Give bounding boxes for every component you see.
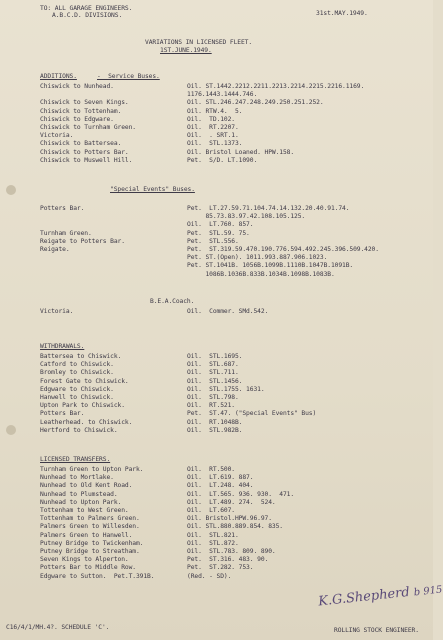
entry-route: Potters Bar. <box>40 410 85 418</box>
entry-fleet-numbers: Oil. . SRT.1. <box>187 132 239 140</box>
entry-route: Chiswick to Tottenham. <box>40 107 122 115</box>
document-subtitle: 1ST.JUNE.1949. <box>160 47 212 54</box>
entry-route: Palmers Green to Hanwell. <box>40 531 133 539</box>
punch-hole <box>6 425 16 435</box>
punch-hole <box>6 185 16 195</box>
entry-fleet-numbers: Oil. RTW.4. 5. <box>187 107 243 115</box>
entry-fleet-numbers: Oil. Commer. SMd.542. <box>187 308 269 315</box>
entry-route: Putney Bridge to Streatham. <box>40 548 140 555</box>
entry-route: Turnham Green to Upton Park. <box>40 466 144 473</box>
entry-route: Chiswick to Muswell Hill. <box>40 156 133 164</box>
licensed-transfers-heading: LICENSED TRANSFERS. <box>40 456 111 463</box>
entry-route: Reigate. <box>40 246 70 253</box>
entry-fleet-numbers: Oil. Bristol.HPW.96.97. <box>187 515 272 523</box>
addressee-divisions: A.B.C.D. DIVISIONS. <box>52 12 123 19</box>
entry-fleet-numbers: Oil. STL.246.247.248.249.250.251.252. <box>187 99 324 107</box>
bea-coach-heading: B.E.A.Coach. <box>150 298 195 305</box>
footer-reference: C16/4/1/MH.4?. SCHEDULE 'C'. <box>6 624 110 631</box>
entry-route: Victoria. <box>40 132 74 140</box>
entry-route: Turnham Green. <box>40 229 92 237</box>
handwritten-signature: K.G.Shepherd b 915 <box>317 584 443 610</box>
entry-fleet-numbers: Oil. ST.1442.2212.2211.2213.2214.2215.2216.1169. <box>187 83 365 90</box>
entry-fleet-numbers: Oil. STL.1755. 1631. <box>187 385 265 393</box>
entry-fleet-numbers: Pet. STL.556. <box>187 237 239 245</box>
entry-fleet-numbers: Pet. LT.27.59.71.104.74.14.132.20.40.91.74. <box>187 205 350 212</box>
entry-route: Edgware to Chiswick. <box>40 385 114 393</box>
entry-route: Battersea to Chiswick. <box>40 353 122 360</box>
entry-fleet-numbers: Oil. Bristol Loaned. HPW.158. <box>187 148 295 156</box>
entry-fleet-numbers: Pet. ST.1041B. 1056B.1099B.1110B.1047B.1091B. <box>187 262 354 270</box>
document-title: VARIATIONS IN LICENSED FLEET. <box>145 39 253 46</box>
entry-fleet-numbers: Oil. STL.687. <box>187 361 239 369</box>
entry-fleet-numbers: Oil. STL.880.889.854. 835. <box>187 523 283 531</box>
entry-fleet-numbers: Oil. RT.2207. <box>187 124 239 131</box>
entry-route: Hanwell to Chiswick. <box>40 394 114 401</box>
entry-fleet-numbers: Oil. STL.821. <box>187 531 239 539</box>
entry-fleet-numbers: 85.73.83.97.42.108.105.125. <box>187 213 306 221</box>
entry-fleet-numbers: Pet. ST.316. 483. 90. <box>187 556 269 564</box>
entry-route: Nunhead to Plumstead. <box>40 490 118 498</box>
entry-route: Leatherhead. to Chiswick. <box>40 418 133 426</box>
entry-route: Nunhead to Mortlake. <box>40 474 114 482</box>
entry-fleet-numbers: Pet. ST.319.59.470.190.776.594.492.245.396.509.420. <box>187 246 379 253</box>
entry-fleet-numbers: Oil. STL.798. <box>187 394 239 401</box>
entry-fleet-numbers: Oil. RT.1048B. <box>187 418 243 426</box>
entry-fleet-numbers: Pet. ST.47. ("Special Events" Bus) <box>187 410 317 418</box>
entry-fleet-numbers: Oil. STL.872. <box>187 539 239 547</box>
entry-route: Chiswick to Potters Bar. <box>40 148 129 156</box>
entry-fleet-numbers: Oil. STL.783. 809. 890. <box>187 548 276 555</box>
entry-route: Hertford to Chiswick. <box>40 426 118 434</box>
entry-fleet-numbers: Oil. RT.500. <box>187 466 235 473</box>
entry-fleet-numbers: Oil. LT.248. 404. <box>187 482 254 490</box>
entry-fleet-numbers: Pet. STL.59. 75. <box>187 229 250 237</box>
entry-fleet-numbers: 1086B.1036B.833B.1034B.1098B.1083B. <box>187 270 335 278</box>
entry-route: Edgware to Sutton. Pet.T.391B. <box>40 572 155 580</box>
entry-fleet-numbers: Oil. LT.760. 857. <box>187 221 254 229</box>
entry-fleet-numbers: Oil. STL.982B. <box>187 426 243 434</box>
entry-route: Putney Bridge to Twickenham. <box>40 539 144 547</box>
entry-route: Nunhead to Upton Park. <box>40 498 122 506</box>
entry-fleet-numbers: Oil. LT.489. 274. 524. <box>187 498 276 506</box>
entry-route: Seven Kings to Alperton. <box>40 556 129 564</box>
addressee: TO: ALL GARAGE ENGINEERS. <box>40 5 133 12</box>
entry-fleet-numbers: Oil. LT.607. <box>187 507 235 514</box>
entry-route: Palmers Green to Willesden. <box>40 523 140 531</box>
entry-fleet-numbers: 1176.1443.1444.746. <box>187 91 258 99</box>
entry-fleet-numbers: Pet. ST.(Open). 1011.993.887.906.1023. <box>187 254 328 262</box>
entry-route: Chiswick to Edgware. <box>40 115 114 123</box>
entry-route: Tottenham to Palmers Green. <box>40 515 140 523</box>
special-events-heading: "Special Events" Buses. <box>110 186 195 193</box>
footer-signatory: ROLLING STOCK ENGINEER. <box>334 627 419 634</box>
service-buses-heading: - Service Buses. <box>97 73 160 80</box>
entry-route: Nunhead to Old Kent Road. <box>40 482 133 490</box>
entry-route: Bromley to Chiswick. <box>40 369 114 377</box>
entry-fleet-numbers: Oil. RT.521. <box>187 402 235 410</box>
entry-fleet-numbers: Oil. STL.1695. <box>187 353 243 360</box>
entry-route: Victoria. <box>40 308 74 315</box>
entry-fleet-numbers: Oil. LT.619. 887. <box>187 474 254 482</box>
entry-route: Chiswick to Battersea. <box>40 140 122 148</box>
document-date: 31st.MAY.1949. <box>316 10 368 17</box>
entry-fleet-numbers: Oil. LT.565. 936. 930. 471. <box>187 490 295 498</box>
entry-route: Potters Bar to Middle Row. <box>40 564 136 572</box>
entry-route: Catford to Chiswick. <box>40 361 114 369</box>
entry-fleet-numbers: (Red. - SD). <box>187 572 232 580</box>
entry-route: Upton Park to Chiswick. <box>40 402 125 410</box>
entry-fleet-numbers: Pet. S/D. LT.1090. <box>187 156 258 164</box>
entry-fleet-numbers: Oil. STL.711. <box>187 369 239 377</box>
entry-route: Chiswick to Seven Kings. <box>40 99 129 107</box>
entry-route: Chiswick to Turnham Green. <box>40 124 136 131</box>
entry-fleet-numbers: Oil. STL.1456. <box>187 377 243 385</box>
entry-route: Chiswick to Nunhead. <box>40 83 114 90</box>
entry-fleet-numbers: Oil. TD.102. <box>187 115 235 123</box>
entry-route: Potters Bar. <box>40 205 85 212</box>
additions-heading: ADDITIONS. <box>40 73 77 80</box>
entry-route: Forest Gate to Chiswick. <box>40 377 129 385</box>
entry-route: Reigate to Potters Bar. <box>40 237 125 245</box>
entry-route: Tottenham to West Green. <box>40 507 129 514</box>
entry-fleet-numbers: Pet. ST.282. 753. <box>187 564 254 572</box>
entry-fleet-numbers: Oil. STL.1373. <box>187 140 243 148</box>
withdrawals-heading: WITHDRAWALS. <box>40 343 85 350</box>
